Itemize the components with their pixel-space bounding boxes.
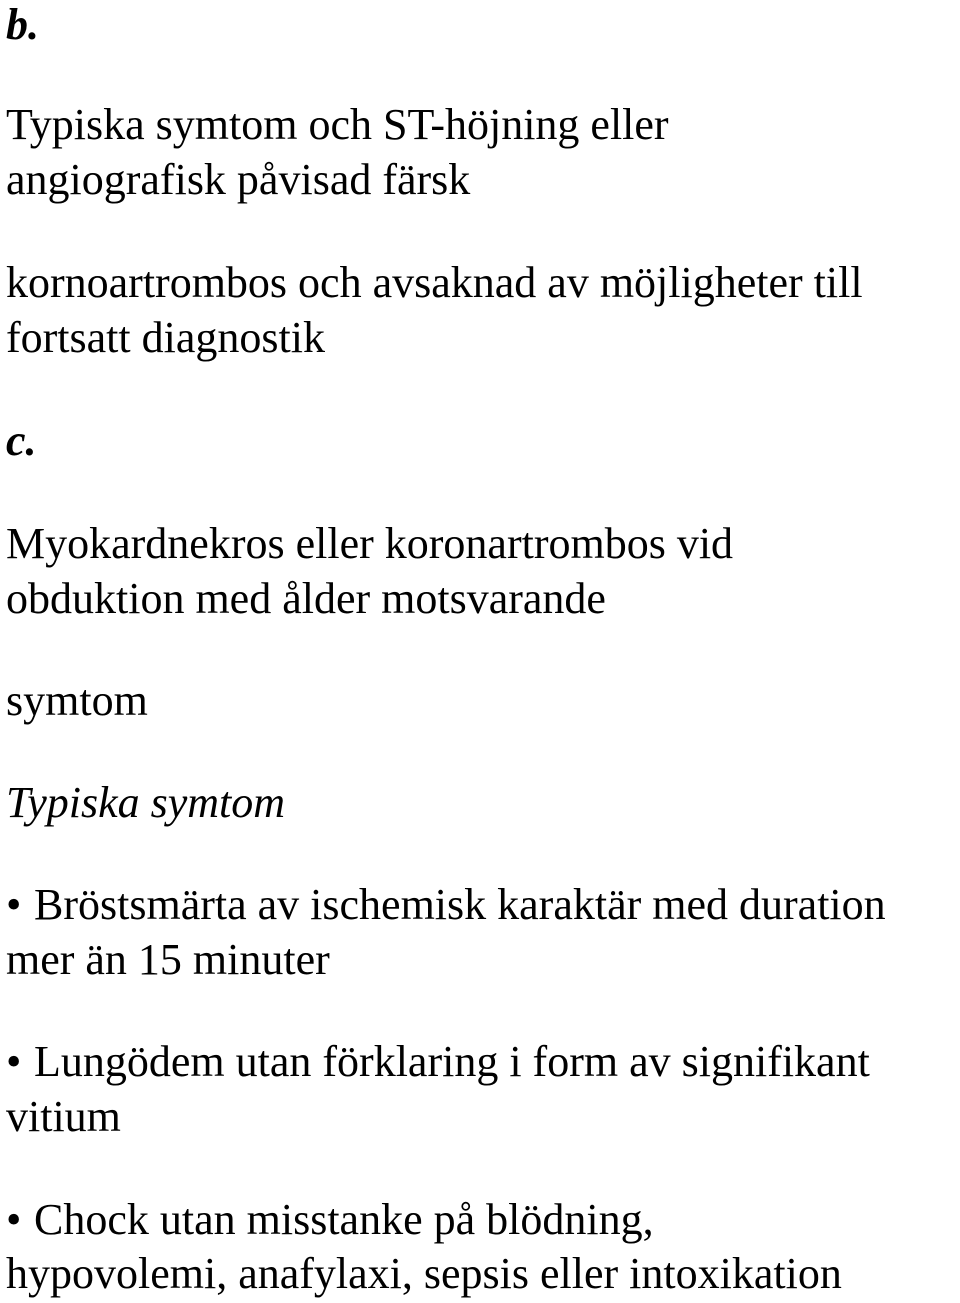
list-item-continuation: hypovolemi, anafylaxi, sepsis eller intoxikation <box>6 1249 842 1298</box>
list-item <box>6 877 886 933</box>
list-item-continuation: mer än 15 minuter <box>6 935 330 984</box>
list-item-continuation: vitium <box>6 1092 121 1141</box>
section-b-line-3: kornoartrombos och avsaknad av möjligheter till <box>6 258 863 307</box>
section-b-line-2: angiografisk påvisad färsk <box>6 155 471 204</box>
list-item <box>6 1034 870 1090</box>
list-item-text: Lungödem utan förklaring i form av signifikant <box>34 1037 870 1086</box>
bullet-icon: • <box>6 1195 22 1244</box>
section-c-line-1: Myokardnekros eller koronartrombos vid <box>6 519 734 568</box>
section-c-letter: c. <box>6 416 37 465</box>
bullet-icon: • <box>6 880 22 929</box>
section-b-line-4: fortsatt diagnostik <box>6 313 325 362</box>
typical-symptoms-heading: Typiska symtom <box>6 778 286 827</box>
bullet-icon: • <box>6 1037 22 1086</box>
section-c-line-2: obduktion med ålder motsvarande <box>6 574 606 623</box>
list-item-text: Chock utan misstanke på blödning, <box>34 1195 654 1244</box>
section-c-line-3: symtom <box>6 676 148 725</box>
list-item-text: Bröstsmärta av ischemisk karaktär med duration <box>34 880 886 929</box>
list-item <box>6 1192 654 1248</box>
section-b-line-1: Typiska symtom och ST-höjning eller <box>6 100 669 149</box>
section-b-letter: b. <box>6 0 39 49</box>
